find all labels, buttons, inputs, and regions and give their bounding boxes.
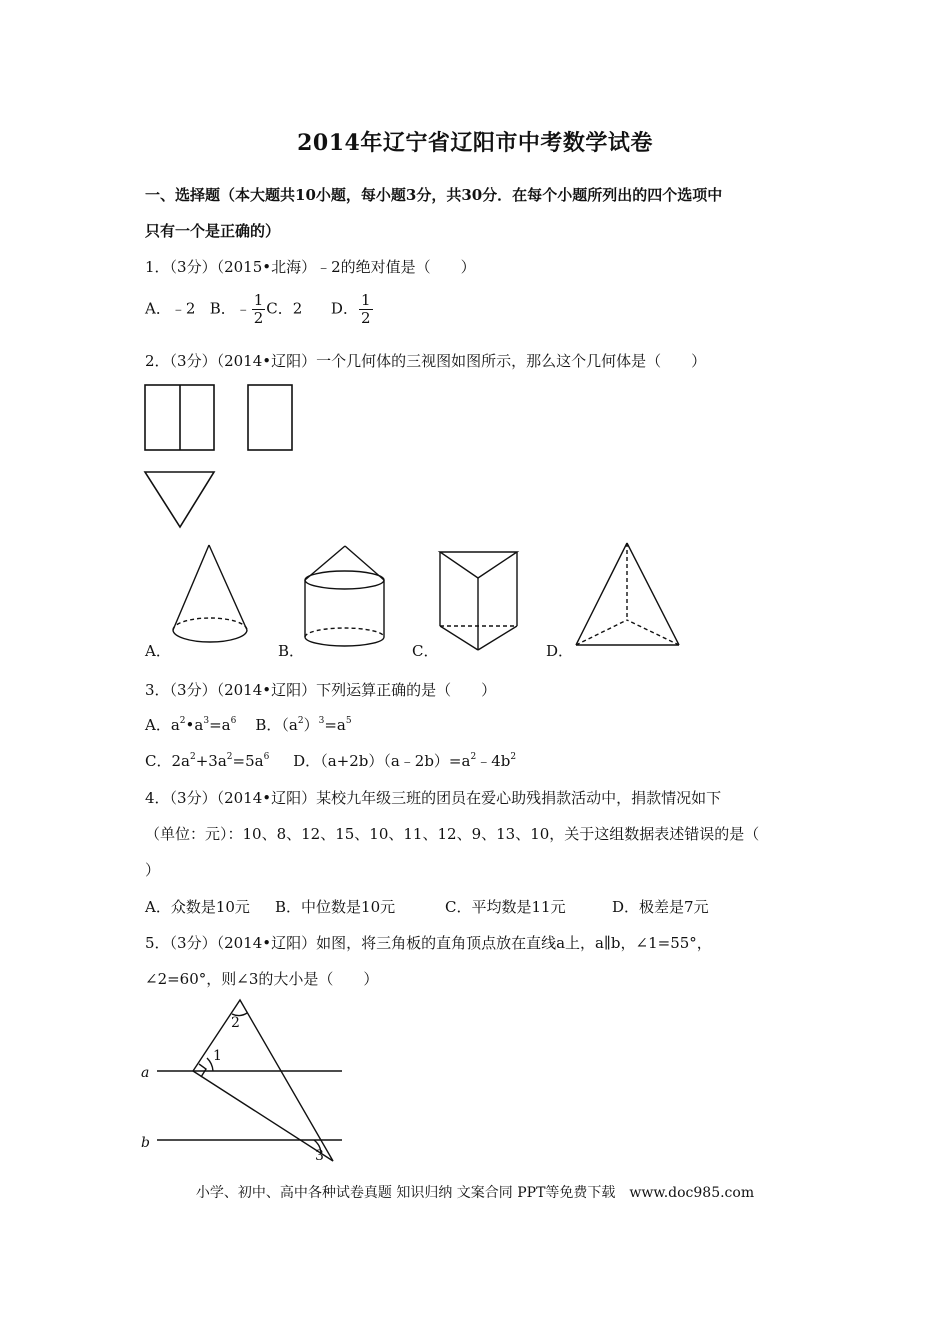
- label-1: 1: [213, 1048, 222, 1064]
- q1-option-d-fraction: $\frac{1}{2}$: [360, 291, 371, 327]
- q2-option-c: C．: [412, 642, 439, 660]
- q5-stem-line1: 5．（3分）（2014•辽阳）如图，将三角板的直角顶点放在直线a上，a∥b，∠1=55°，: [145, 934, 712, 952]
- q4-option-c: C．平均数是11元: [445, 898, 566, 916]
- q1-stem: 1．（3分）（2015•北海）﹣2的绝对值是（ ）: [145, 258, 476, 276]
- q4-option-d: D．极差是7元: [612, 898, 709, 916]
- q1-option-c: C．2: [266, 299, 303, 318]
- q2-stem: 2．（3分）（2014•辽阳）一个几何体的三视图如图所示，那么这个几何体是（ ）: [145, 352, 707, 370]
- q4-stem-line3: ）: [145, 861, 161, 879]
- label-3: 3: [315, 1148, 324, 1164]
- q2-option-a: A．: [145, 642, 171, 660]
- q3-option-a-label: A．: [145, 716, 171, 734]
- q3-stem: 3．（3分）（2014•辽阳）下列运算正确的是（ ）: [145, 681, 497, 699]
- q4-option-b: B．中位数是10元: [275, 898, 396, 916]
- q1-option-b-prefix: B．﹣: [209, 299, 251, 318]
- q4-stem-line2: （单位：元）：10、8、12、15、10、11、12、9、13、10，关于这组数据表述错误的是（: [145, 825, 760, 843]
- q1-option-d-prefix: D．: [330, 299, 358, 318]
- section-heading-line1: 一、选择题（本大题共10小题，每小题3分，共30分．在每个小题所列出的四个选项中: [145, 186, 723, 204]
- q1-option-a: A．﹣2: [145, 299, 196, 318]
- page-title: 2014年辽宁省辽阳市中考数学试卷: [297, 130, 653, 156]
- q2-option-d: D．: [546, 642, 574, 660]
- q3-option-d-expr: $(a+2b)(a﹣2b)=a^2﹣4b^2$: [320, 752, 517, 770]
- q3-option-a-expr: $a^2•a^3=a^6$: [170, 716, 237, 734]
- q3-option-b-label: B．: [255, 716, 282, 734]
- q4-stem-line1: 4．（3分）（2014•辽阳）某校九年级三班的团员在爱心助残捐款活动中，捐款情况如下: [145, 789, 722, 807]
- label-b: b: [141, 1135, 150, 1151]
- q3-option-d-label: D．: [293, 752, 321, 770]
- q3-option-c-label: C．: [145, 752, 172, 770]
- triangle-ruler: [193, 1000, 333, 1161]
- q3-option-c-expr: $2a^2+3a^2=5a^6$: [171, 752, 270, 770]
- label-2: 2: [231, 1015, 240, 1031]
- label-a: a: [141, 1065, 150, 1081]
- section-heading-line2: 只有一个是正确的）: [145, 222, 281, 240]
- q5-stem-line2: ∠2=60°，则∠3的大小是（ ）: [145, 970, 379, 988]
- q1-option-b-fraction: $\frac{1}{2}$: [253, 291, 264, 327]
- q2-option-b: B．: [278, 642, 305, 660]
- footer-text: 小学、初中、高中各种试卷真题 知识归纳 文案合同 PPT等免费下载 www.doc985.com: [195, 1185, 755, 1201]
- q3-option-b-expr: $(a^2)^3=a^5$: [281, 716, 352, 734]
- q4-option-a: A．众数是10元: [145, 898, 250, 916]
